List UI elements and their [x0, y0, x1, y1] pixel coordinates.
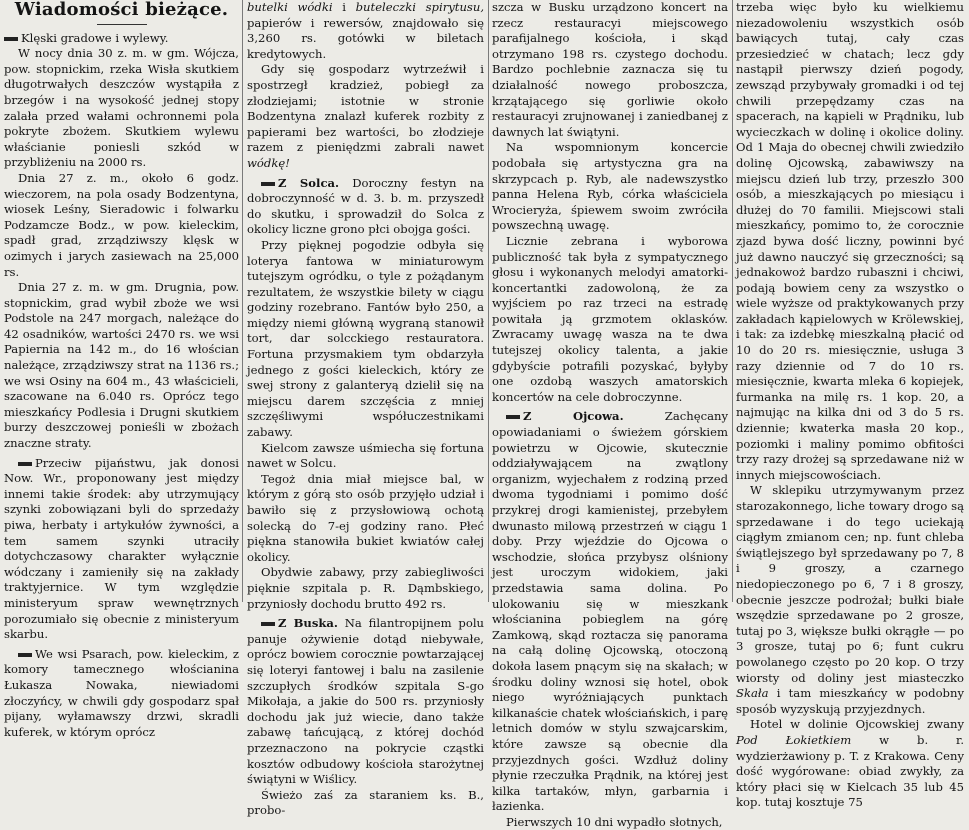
article-solec: [247, 176, 484, 238]
dash-marker: [506, 415, 520, 419]
paragraph: W nocy dnia 30 z. m. w gm. Wójcza, pow. stopnickim, rzeka Wisła skutkiem długotrwałych deszczów wystąpiła z brzegów i na wysokość jednej stopy zalała przed wałami ochronnemi pola pokryte zbożem. Skutkiem wylewu właścianie poniesli szkód w przybliżeniu na 2000 rs.: [4, 46, 239, 170]
paragraph: Dnia 27 z. m. w gm. Drugnia, pow. stopnickim, grad wybił zboże we wsi Podstole na 247 morgach, należące do 42 osadników, wartości 2470 rs. we wsi Papiernia na 142 m., do 16 włościan należące, zrządziwszy strat na 1136 rs.; we wsi Osiny na 604 m., 43 właścicieli, szacowane na 6.040 rs. Oprócz tego mieszkańcy Podlesia i Drugni skutkiem burzy deszczowej ponieśli w zbożach znaczne straty.: [4, 280, 239, 451]
article-drunkenness: [4, 456, 239, 643]
dash-marker: [261, 182, 275, 186]
text: papierów i rewersów, znajdowało się 3,260 rs. gotówki w biletach kredytowych.: [247, 15, 484, 61]
paragraph: [736, 717, 964, 811]
paragraph: [736, 483, 964, 717]
column-1: [4, 0, 239, 739]
paragraph: [247, 62, 484, 171]
paragraph: Tegoż dnia miał miejsce bal, w którym z górą sto osób przyjęło udział i bawiło się z przysłowiową ochotą solecką do 7-ej godziny rano. Płeć piękna stanowiła bukiet kwiatów całej okolicy.: [247, 471, 484, 564]
text: Hotel w dolinie Ojcowskiej zwany: [750, 717, 964, 732]
article-title: Z Ojcowa.: [523, 409, 624, 424]
italic-text: buteleczki spirytusu,: [355, 0, 485, 14]
text: W sklepiku utrzymywanym przez starozakonnego, liche towary drogo są sprzedawane i do tego uciekają ciągłym zmianom cen; np. funt chleba świątlejszego był sprzedawany po 7, 8 i 9 groszy, a czarnego niedopieczonego po 6, 7 i 8 groszy, obecnie jeszcze podrożał; bułki białe wszędzie sprzedawane po 2 grosze, tutaj po 3, większe bułki okrągłe — po 3 grosze, tutaj po 6; funt cukru powolanego często po 20 kop. O trzy wiorsty od doliny jest miasteczko: [736, 483, 964, 685]
paragraph: Licznie zebrana i wyborowa publiczność tak była z sympatycznego głosu i wykonanych melodyi amatorki-koncertantki zadowoloną, że za wyjściem po raz trzeci na estradę powitała ją grzmotem oklasków. Zwracamy uwagę wasza na te dwa tutejszej okolicy talenta, a jakie gdybyście potrafili pozyskać, byłyby one ozdobą waszych amatorskich koncertów na cele dobroczynne.: [492, 233, 728, 404]
dash-marker: [4, 37, 18, 41]
text: i tam mieszkańcy w podobny sposób wyzyskują przyjezdnych.: [736, 686, 964, 716]
column-4: [736, 0, 965, 810]
article-disasters-lead: [4, 31, 239, 47]
paragraph: Na wspomnionym koncercie podobała się artystyczna gra na skrzypcach p. Ryb, ale nadewszystko panna Helena Ryb, córka właściciela Wrocieryża, śpiewem swoim zwróciła powszechną uwagę.: [492, 140, 728, 233]
article-title: Z Solca.: [278, 175, 340, 190]
paragraph: Przeciw pijaństwu, jak donosi Now. Wr., proponowany jest między innemi takie środek: aby utrzymujący szynki zobowiązani byli do sprzedaży piwa, herbaty i artykułów żywności, a tem samem szynki utraciły dotychczasowy charakter wyłącznie wódczany i zamieniły się na zakłady traktyjernice. W tym względzie ministeryum spraw wewnętrznych porozumiało się obecnie z ministeryum skarbu.: [4, 455, 239, 642]
text: Na filantropijnem polu panuje ożywienie dotąd niebywałe, oprócz bowiem corocznie powtarzającej się loteryi fantowej i balu na zasilenie szczupłych środków szpitala S-go Mikołaja, a jakie do 500 rs. przyniosły dochodu jak już wiecie, dano także zabawę tańcującą, z której dochód przeznaczono na pokrycie cząstki kosztów odbudowy kościoła starożytnej świątyni w Wiślicy.: [247, 616, 485, 787]
article-psary-theft: [4, 647, 239, 741]
italic-text: butelki wódki: [247, 0, 333, 14]
paragraph: szcza w Busku urządzono koncert na rzecz restauracyi miejscowego parafijalnego kościoła, i skąd otrzymano 198 rs. czystego dochodu. Bardzo pochlebnie zaznacza się tu działalność nowego proboszcza, krzątającego się gorliwie około restauracyi zrujnowanej i zaniedbanej z dawnych lat świątyni.: [492, 0, 728, 139]
column-2: [247, 0, 485, 818]
text: Doroczny festyn na dobroczynność w d. 3. b. m. przyszedł do skutku, i sprowadził do Solca z okolicy liczne grono płci obojga gości.: [247, 175, 484, 237]
column-3: [492, 0, 728, 829]
dash-marker: [261, 622, 275, 626]
dash-marker: [18, 653, 32, 657]
paragraph: trzeba więc było ku wielkiemu niezadowoleniu wszystkich osób bawiących tutaj, cały czas przesiedzieć w chatach; lecz gdy nastąpił pierwszy dzień pogody, zewsząd przybywały gromadki i od tej chwili przepędzamy czas na spacerach, na kąpieli w Prądniku, lub wycieczkach w dolinę i okolice doliny. Od 1 Maja do obecnej chwili zwiedziło dolinę Ojcowską, zabawiwszy na miejscu dzień lub trzy, przeszło 300 osób, a mieszkających po miesiącu i dłużej do 70 familii. Miejscowi stali mieszkańcy, pomimo to, że corocznie zjazd bywa dość liczny, powinni być już dawno nauczyć się grzeczności; są jednakowoż bardzo rubaszni i chciwi, podają bowiem ceny za wszystko o wiele wyższe od praktykowanych przy zakładach kąpielowych w Krölewskiej, i tak: za izdebkę mieszkalną płacić od 10 do 20 rs. miesięcznie, usługa 3 razy dziennie od 7 do 10 rs. miesięcznie, kwarta mleka 6 kopiejek, furmanka na milę rs. 1 kop. 20, a najmując na kilka dni od 3 do 5 rs. dziennie; kwaterka masła 20 kop., poziomki i maliny pomimo obfitości trzy razy drożej są sprzedawane niż w innych miejscowościach.: [736, 0, 964, 482]
section-heading: Wiadomości bieżące.: [14, 0, 229, 20]
paragraph: Kielcom zawsze uśmiecha się fortuna nawet w Solcu.: [247, 440, 484, 471]
italic-text: wódkę!: [247, 155, 290, 170]
paragraph: Obydwie zabawy, przy zabiegliwości pięknie szpitala p. R. Dąmbskiego, przyniosły dochodu brutto 492 rs.: [247, 565, 484, 611]
article-ojcow: [492, 409, 728, 814]
article-busko: [247, 616, 484, 788]
text: i: [342, 0, 346, 14]
text: Zachęcany opowiadaniami o świeżem górskiem powietrzu w Ojcowie, skutecznie oddziaływającem na zwątlony organizm, wyjechałem z rodziną przed dwoma tygodniami i pomimo dość przykrej drogi kamienistej, przebyłem dwunasto milową przestrzeń w ciągu 1 doby. Przy wjeździe do Ojcowa o wschodzie, słońca przybysz olśniony jest uroczym widokiem, jaki przedstawia sama dolina. Po ulokowaniu się w mieszkank włościanina pobieglem na górę Zamkową, skąd roztacza się panorama na całą dolinę Ojcowską, otoczoną dokoła lasem pnącym się na skałach; w środku doliny wznosi się hotel, obok niego wyróżniających punktach kilkanaście chatek włościańskich, i parę letnich domów w stylu szwajcarskim, które zawsze są obecnie dla przyjezdnych gości. Wzdłuż doliny płynie rzeczułka Prądnik, na której jest kilka tartaków, młyn, garbarnia i łazienka.: [492, 409, 728, 814]
text: Gdy się gospodarz wytrzeźwił i spostrzegł kradzież, pobiegł za złodziejami; istotnie w stronie Bodzentyna znalazł kuferek rozbity z papierami bez wartości, bo złodzieje razem z pieniędzmi zabrali nawet: [247, 62, 484, 155]
paragraph: [247, 0, 484, 62]
paragraph: We wsi Psarach, pow. kieleckim, z komory tamecznego włościanina Łukasza Nowaka, niewiadomi złoczyńcy, w chwili gdy gospodarz spał pijany, wyłamawszy drzwi, skradli kuferek, w którym oprócz: [4, 646, 239, 739]
italic-text: Skała: [736, 686, 769, 701]
column-rule: [732, 0, 733, 602]
paragraph: Pierwszych 10 dni wypadło słotnych,: [506, 814, 723, 829]
article-lead-text: Klęski gradowe i wylewy.: [21, 30, 169, 45]
paragraph: Dnia 27 z. m., około 6 godz. wieczorem, na pola osady Bodzentyna, wiosek Leśny, Sieradowic i folwarku Podzamcze Bodz., w pow. kieleckim, spadł grad, zrządziwszy klęsk w ozimych i jarych zasiewach na 25,000 rs.: [4, 170, 239, 279]
text: w b. r. wydzierżawiony p. T. z Krakowa. Ceny dość wygórowane: obiad zwykły, za który płaci się w Kielcach 35 lub 45 kop. tutaj kosztuje 75: [736, 732, 965, 810]
article-title: Z Buska.: [278, 616, 338, 631]
paragraph: Świeżo zaś za staraniem ks. B., probo-: [247, 787, 484, 818]
italic-text: Pod Łokietkiem: [736, 732, 852, 747]
paragraph: Przy pięknej pogodzie odbyła się loterya fantowa w miniaturowym tutejszym ogródku, o tyle z pożądanym rezultatem, że wszystkie bilety w ciągu godziny rozebrano. Fantów było 250, a między niemi główną wygraną stanowił tort, dar solcckiego restauratora. Fortuna przysmakiem tym obdarzyła jednego z gości kieleckich, który ze swej strony z galanteryą dzielił się na miejscu darem szczęścia z mniej szczęśliwymi współuczestnikami zabawy.: [247, 237, 484, 440]
dash-marker: [18, 462, 32, 466]
heading-divider: [97, 24, 147, 25]
column-rule: [488, 0, 489, 602]
column-rule: [242, 0, 243, 602]
